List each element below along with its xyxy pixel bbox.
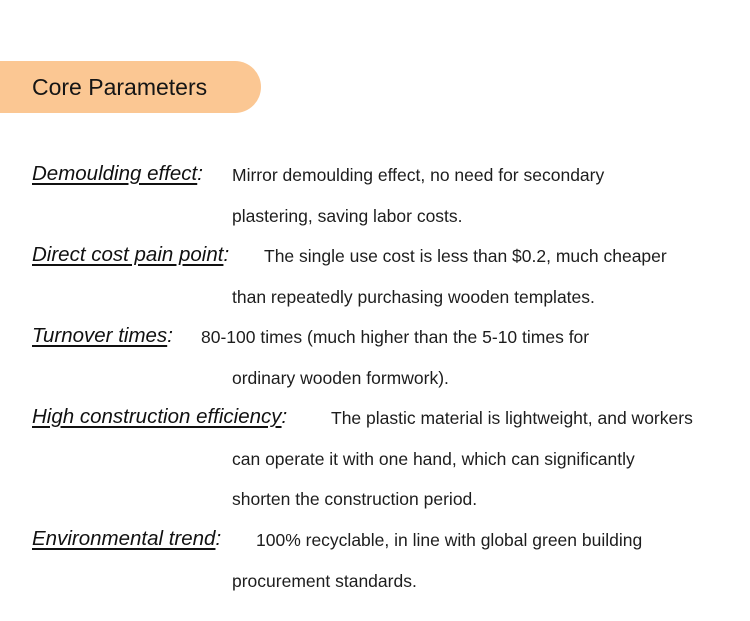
param-text-line: shorten the construction period. [232,489,478,509]
param-text-line: Mirror demoulding effect, no need for secondary [232,165,605,185]
param-label-turnover-times: Turnover times: [32,324,173,347]
param-text-line: procurement standards. [232,571,417,591]
param-text-line: can operate it with one hand, which can significantly [232,449,635,469]
param-label-direct-cost: Direct cost pain point: [32,243,230,266]
param-text-line: 100% recyclable, in line with global green building [256,530,643,550]
param-text-line: ordinary wooden formwork). [232,368,449,388]
param-label-construction-efficiency: High construction efficiency: [32,405,288,428]
param-label-demoulding-effect: Demoulding effect: [32,162,203,185]
param-label-environmental-trend: Environmental trend: [32,527,222,550]
param-text-line: 80-100 times (much higher than the 5-10 times for [201,327,590,347]
param-text-line: The plastic material is lightweight, and workers [331,408,693,428]
param-text-line: plastering, saving labor costs. [232,206,463,226]
section-title: Core Parameters [32,74,208,100]
param-text-line: The single use cost is less than $0.2, much cheaper [264,246,667,266]
param-text-line: than repeatedly purchasing wooden templates. [232,287,595,307]
